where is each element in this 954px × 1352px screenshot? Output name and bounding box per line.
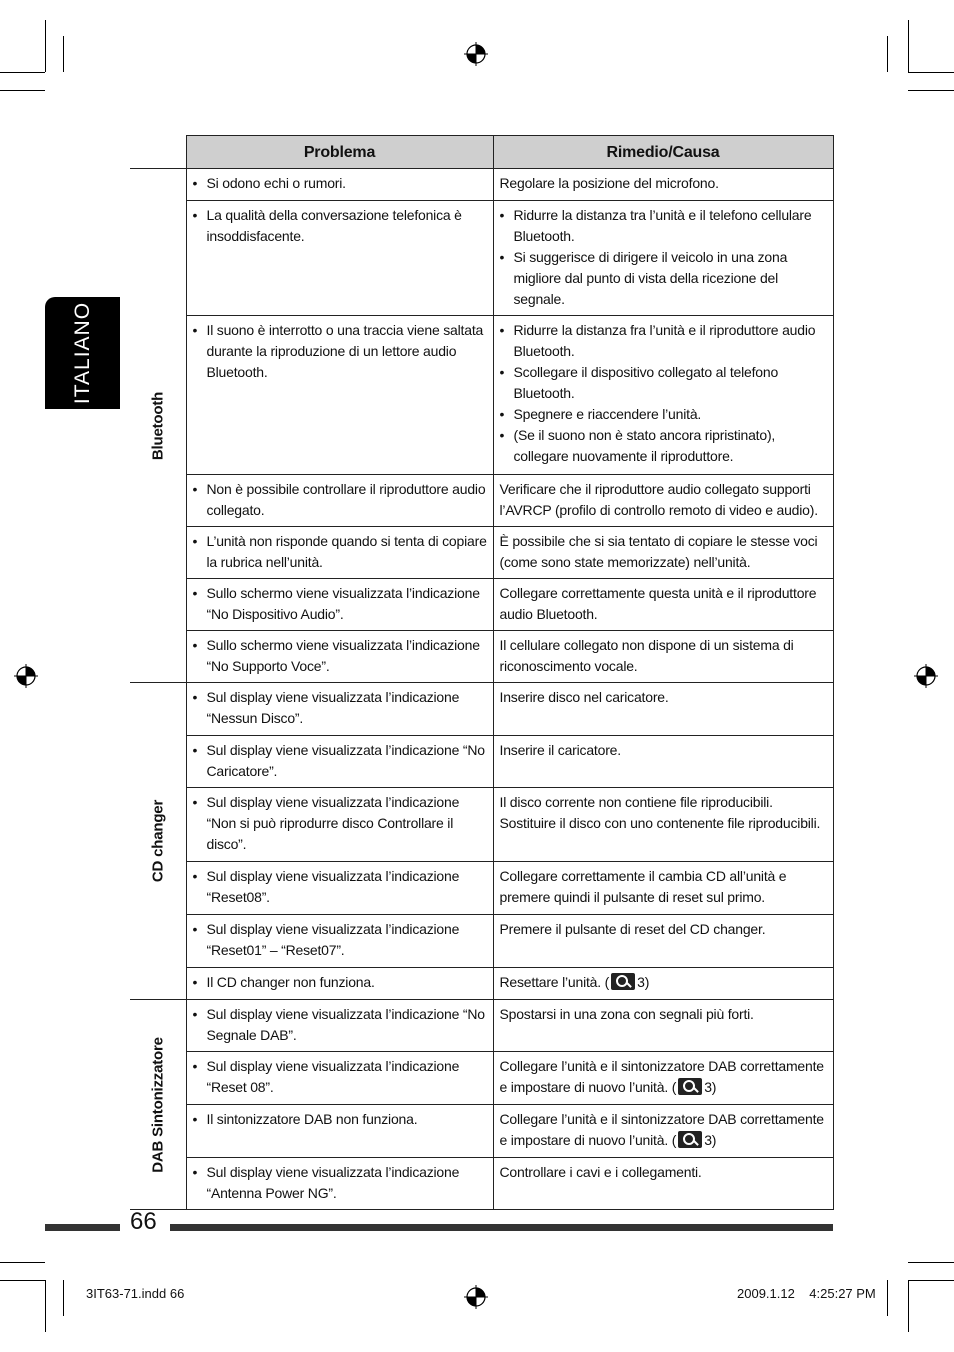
problem-text: • Sul display viene visualizzata l’indicazione “No Caricatore”. (193, 740, 488, 782)
page-reference: 3) (704, 1079, 717, 1095)
problem-text: • La qualità della conversazione telefonica è insoddisfacente. (193, 205, 488, 247)
problem-text: • Sul display viene visualizzata l’indicazione “Reset08”. (193, 866, 488, 908)
remedy-cell (493, 736, 833, 788)
problem-cell (186, 1105, 493, 1158)
remedy-text-block (500, 479, 828, 521)
category-label: Bluetooth (149, 391, 167, 460)
crop-mark (45, 1280, 46, 1332)
table-row (130, 316, 833, 475)
category-label: DAB Sintonizzatore (149, 1036, 167, 1173)
table-row (130, 527, 833, 579)
problem-text: • L’unità non risponde quando si tenta di copiare la rubrica nell’unità. (193, 531, 488, 573)
remedy-text-block (500, 635, 828, 677)
remedy-text: Controllare i cavi e i collegamenti. (499, 1164, 702, 1180)
remedy-text: • Si suggerisce di dirigere il veicolo in una zona migliore dal punto di vista della ricezione del segnale. (500, 247, 828, 310)
problem-cell (186, 683, 493, 736)
remedy-cell (493, 1158, 833, 1210)
remedy-text: È possibile che si sia tentato di copiare le stesse voci (come sono state memorizzate) nell’unità. (499, 533, 818, 570)
page-reference: 3) (637, 974, 650, 990)
problem-text: • Sul display viene visualizzata l’indicazione “Antenna Power NG”. (193, 1162, 488, 1204)
page-number: 66 (130, 1208, 157, 1235)
problem-cell (186, 201, 493, 316)
page-reference: 3) (704, 1132, 717, 1148)
remedy-text: Collegare l’unità e il sintonizzatore DAB correttamente e impostare di nuovo l’unità. ( (499, 1111, 824, 1148)
remedy-text: Regolare la posizione del microfono. (499, 175, 719, 191)
registration-mark-icon (914, 664, 938, 688)
category-cell (130, 1000, 186, 1210)
table-corner (130, 136, 186, 169)
header-remedy: Rimedio/Causa (493, 136, 833, 169)
problem-text: • Sullo schermo viene visualizzata l’indicazione “No Dispositivo Audio”. (193, 583, 488, 625)
remedy-text-block (500, 1109, 828, 1151)
crop-mark (45, 20, 46, 72)
remedy-cell (493, 475, 833, 527)
remedy-cell (493, 788, 833, 862)
crop-mark (908, 1262, 954, 1263)
remedy-cell (493, 579, 833, 631)
troubleshooting-table (130, 135, 834, 1210)
remedy-text: Inserire il caricatore. (499, 742, 621, 758)
remedy-text-block (500, 1056, 828, 1098)
remedy-text: Collegare correttamente questa unità e il riproduttore audio Bluetooth. (499, 585, 817, 622)
date-slug: 2009.1.12 4:25:27 PM (737, 1286, 876, 1301)
problem-cell (186, 1000, 493, 1052)
remedy-text: Resettare l’unità. ( (499, 974, 610, 990)
table-row (130, 683, 833, 736)
page-bar (170, 1224, 833, 1231)
remedy-cell (493, 631, 833, 683)
remedy-text-block (500, 919, 828, 940)
problem-cell (186, 475, 493, 527)
remedy-text: Collegare correttamente il cambia CD all’unità e premere quindi il pulsante di reset sul primo. (499, 868, 787, 905)
remedy-text-block (500, 792, 828, 834)
table-row (130, 736, 833, 788)
file-slug: 3IT63-71.indd 66 (86, 1286, 185, 1301)
problem-text: • Sul display viene visualizzata l’indicazione “Reset 08”. (193, 1056, 488, 1098)
table-row (130, 201, 833, 316)
problem-cell (186, 316, 493, 475)
remedy-text: Verificare che il riproduttore audio collegato supporti l’AVRCP (profilo di controllo remoto di video e audio). (499, 481, 818, 518)
registration-mark-icon (14, 664, 38, 688)
table-row (130, 1052, 833, 1105)
problem-text: • Sul display viene visualizzata l’indicazione “Non si può riprodurre disco Controllare il disco”. (193, 792, 488, 855)
remedy-cell (493, 683, 833, 736)
crop-mark (63, 1280, 64, 1316)
remedy-text: • Ridurre la distanza tra l’unità e il telefono cellulare Bluetooth. (500, 205, 828, 247)
problem-cell (186, 169, 493, 201)
remedy-cell (493, 915, 833, 968)
remedy-cell (493, 1052, 833, 1105)
remedy-cell (493, 316, 833, 475)
table-row (130, 169, 833, 201)
crop-mark (908, 72, 954, 73)
category-cell (130, 169, 186, 683)
problem-cell (186, 527, 493, 579)
remedy-text: Inserire disco nel caricatore. (499, 689, 669, 705)
crop-mark (0, 90, 45, 91)
problem-cell (186, 968, 493, 1000)
language-tab (45, 297, 120, 409)
table-body (130, 169, 833, 1210)
remedy-text: Premere il pulsante di reset del CD changer. (499, 921, 766, 937)
remedy-text-block (500, 866, 828, 908)
remedy-cell (493, 1000, 833, 1052)
crop-mark (0, 72, 45, 73)
language-tab-label: ITALIANO (70, 301, 94, 405)
problem-text: • Il sintonizzatore DAB non funziona. (193, 1109, 488, 1130)
remedy-cell (493, 968, 833, 1000)
crop-mark (908, 1280, 909, 1332)
remedy-cell (493, 1105, 833, 1158)
problem-text: • Non è possibile controllare il riproduttore audio collegato. (193, 479, 488, 521)
problem-cell (186, 631, 493, 683)
remedy-text-block (500, 583, 828, 625)
problem-cell (186, 915, 493, 968)
table-header-row (130, 136, 833, 169)
table-row (130, 579, 833, 631)
problem-text: • Si odono echi o rumori. (193, 173, 488, 194)
remedy-text: Il disco corrente non contiene file riproducibili. Sostituire il disco con uno contenente file riproducibili. (499, 794, 821, 831)
problem-text: • Il CD changer non funziona. (193, 972, 488, 993)
problem-text: • Sullo schermo viene visualizzata l’indicazione “No Supporto Voce”. (193, 635, 488, 677)
problem-text: • Sul display viene visualizzata l’indicazione “Reset01” – “Reset07”. (193, 919, 488, 961)
remedy-text-block (500, 1162, 828, 1183)
remedy-text: • Ridurre la distanza fra l’unità e il riproduttore audio Bluetooth. (500, 320, 828, 362)
magnifier-reference-icon (678, 1078, 702, 1095)
remedy-cell (493, 862, 833, 915)
table-row (130, 1000, 833, 1052)
problem-cell (186, 862, 493, 915)
remedy-text-block (500, 687, 828, 708)
remedy-text-block (500, 1004, 828, 1025)
category-label: CD changer (149, 799, 167, 883)
remedy-text: Spostarsi in una zona con segnali più forti. (499, 1006, 754, 1022)
table-row (130, 788, 833, 862)
remedy-text-block (500, 531, 828, 573)
table-row (130, 475, 833, 527)
crop-mark (0, 1262, 45, 1263)
remedy-text: Collegare l’unità e il sintonizzatore DAB correttamente e impostare di nuovo l’unità. ( (499, 1058, 824, 1095)
problem-cell (186, 1158, 493, 1210)
page-bar (45, 1224, 120, 1231)
header-problem: Problema (186, 136, 493, 169)
problem-text: • Il suono è interrotto o una traccia viene saltata durante la riproduzione di un lettore audio Bluetooth. (193, 320, 488, 383)
table-row (130, 862, 833, 915)
registration-mark-icon (464, 42, 488, 66)
table-row (130, 1158, 833, 1210)
problem-text: • Sul display viene visualizzata l’indicazione “Nessun Disco”. (193, 687, 488, 729)
table-row (130, 915, 833, 968)
crop-mark (908, 90, 954, 91)
magnifier-reference-icon (678, 1131, 702, 1148)
remedy-cell (493, 169, 833, 201)
table-row (130, 968, 833, 1000)
remedy-text-block (500, 740, 828, 761)
table-row (130, 631, 833, 683)
problem-cell (186, 788, 493, 862)
crop-mark (908, 1280, 954, 1281)
crop-mark (908, 20, 909, 72)
remedy-text: • (Se il suono non è stato ancora ripristinato), collegare nuovamente il riproduttore. (500, 425, 828, 467)
remedy-text: Il cellulare collegato non dispone di un sistema di riconoscimento vocale. (499, 637, 794, 674)
problem-cell (186, 1052, 493, 1105)
remedy-text-block (500, 972, 828, 993)
remedy-text-block (500, 173, 828, 194)
remedy-cell (493, 201, 833, 316)
remedy-cell (493, 527, 833, 579)
category-cell (130, 683, 186, 1000)
registration-mark-icon (464, 1285, 488, 1309)
crop-mark (887, 1280, 888, 1316)
remedy-text: • Scollegare il dispositivo collegato al telefono Bluetooth. (500, 362, 828, 404)
problem-text: • Sul display viene visualizzata l’indicazione “No Segnale DAB”. (193, 1004, 488, 1046)
magnifier-reference-icon (611, 973, 635, 990)
problem-cell (186, 736, 493, 788)
crop-mark (63, 36, 64, 72)
table-row (130, 1105, 833, 1158)
crop-mark (0, 1280, 45, 1281)
crop-mark (887, 36, 888, 72)
remedy-text: • Spegnere e riaccendere l’unità. (500, 404, 828, 425)
problem-cell (186, 579, 493, 631)
